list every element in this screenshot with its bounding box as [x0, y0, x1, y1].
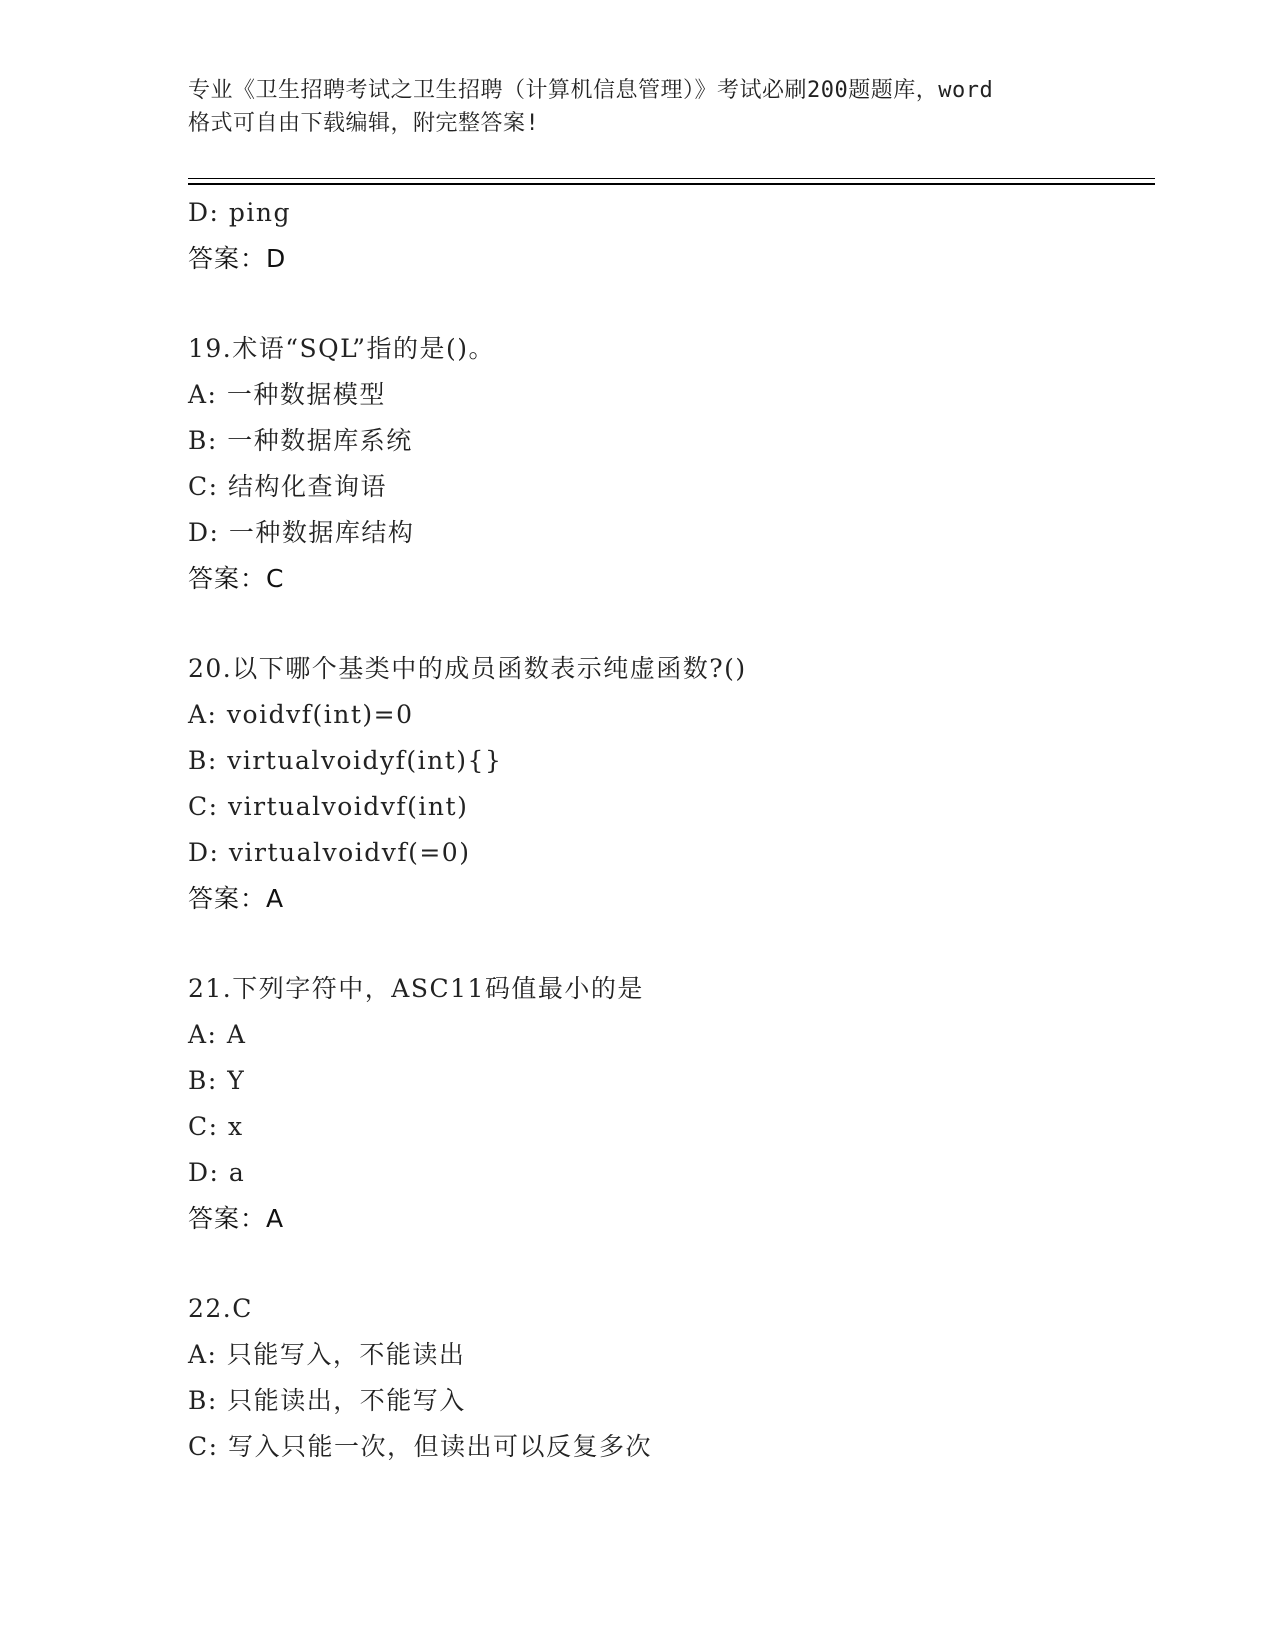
document-header — [188, 74, 1088, 140]
option-c: C: virtualvoidvf(int) — [188, 792, 469, 821]
header-divider-thick — [188, 183, 1155, 185]
option-b: B: 一种数据库系统 — [188, 426, 413, 455]
question-22 — [188, 1286, 1148, 1470]
option-d: D: 一种数据库结构 — [188, 518, 415, 547]
header-line-2: 格式可自由下载编辑，附完整答案! — [188, 111, 540, 136]
option-b: B: 只能读出，不能写入 — [188, 1386, 466, 1415]
option-c: C: 写入只能一次，但读出可以反复多次 — [188, 1432, 652, 1461]
header-line-1: 专业《卫生招聘考试之卫生招聘（计算机信息管理）》考试必刷200题题库，word — [188, 78, 994, 103]
answer: 答案：C — [188, 564, 285, 593]
question-stem: 22.C — [188, 1294, 253, 1323]
option-d-previous: D: ping — [188, 198, 292, 227]
option-c: C: x — [188, 1112, 244, 1141]
question-stem: 19.术语“SQL”指的是()。 — [188, 334, 496, 363]
option-a: A: 一种数据模型 — [188, 380, 386, 409]
answer: 答案：A — [188, 884, 285, 913]
header-divider-thin — [188, 178, 1155, 179]
question-stem: 21.下列字符中，ASC11码值最小的是 — [188, 974, 644, 1003]
question-19 — [188, 326, 1148, 602]
question-stem: 20.以下哪个基类中的成员函数表示纯虚函数?() — [188, 654, 747, 683]
option-b: B: Y — [188, 1066, 246, 1095]
question-list — [188, 190, 1148, 1470]
option-d: D: a — [188, 1158, 246, 1187]
question-21 — [188, 966, 1148, 1242]
option-b: B: virtualvoidyf(int){} — [188, 746, 503, 775]
question-20 — [188, 646, 1148, 922]
answer: 答案：A — [188, 1204, 285, 1233]
option-a: A: voidvf(int)=0 — [188, 700, 414, 729]
option-c: C: 结构化查询语 — [188, 472, 387, 501]
option-d: D: virtualvoidvf(=0) — [188, 838, 471, 867]
answer-previous: 答案：D — [188, 244, 287, 273]
option-a: A: A — [188, 1020, 247, 1049]
option-a: A: 只能写入，不能读出 — [188, 1340, 466, 1369]
